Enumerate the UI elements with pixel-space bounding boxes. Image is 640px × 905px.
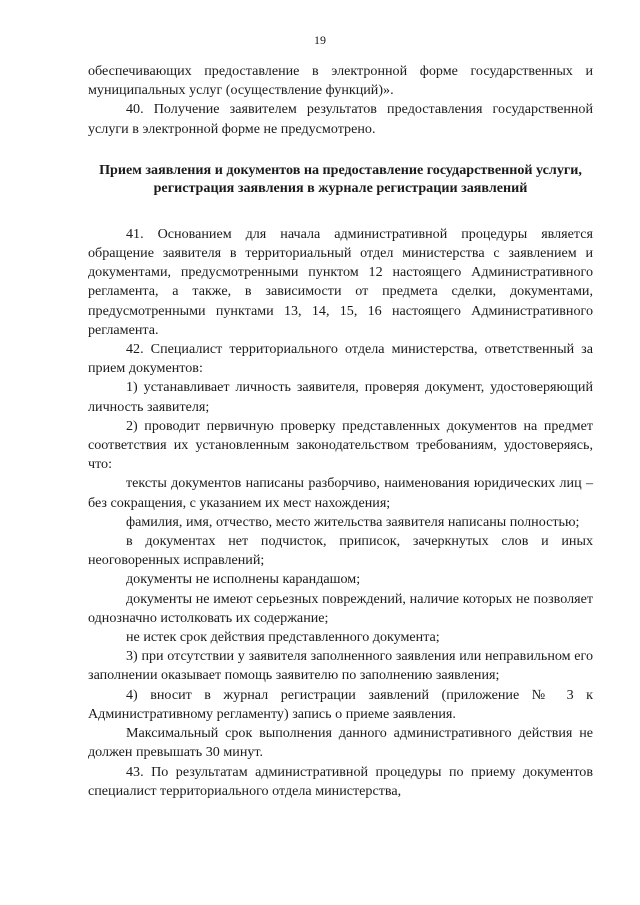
list-item: фамилия, имя, отчество, место жительства заявителя написаны полностью; xyxy=(126,513,580,530)
section-heading: Прием заявления и документов на предоставление государственной услуги, регистрация заявления в журнале регистрации заявлений xyxy=(99,161,582,196)
list-item: 3) при отсутствии у заявителя заполненного заявления или неправильном его заполнении оказывает помощь заявителю по заполнению заявления; xyxy=(88,648,593,684)
paragraph: 42. Специалист территориального отдела министерства, ответственный за прием документов: xyxy=(88,341,593,377)
list-item: не истек срок действия представленного документа; xyxy=(126,629,440,646)
paragraph: Максимальный срок выполнения данного административного действия не должен превышать 30 минут. xyxy=(88,725,593,761)
list-item: в документах нет подчисток, приписок, зачеркнутых слов и иных неоговоренных исправлений; xyxy=(88,533,593,569)
list-item: тексты документов написаны разборчиво, наименования юридических лиц – без сокращения, с указанием их мест нахождения; xyxy=(88,475,593,511)
paragraph: 41. Основанием для начала административной процедуры является обращение заявителя в территориальный отдел министерства с заявлением и документами, предусмотренными пунктом 12 настоящего Административного регламента, а также, в зависимости от предмета сделки, документами, предусмотренными пунктами 13, 14, 15, 16 настоящего Административного регламента. xyxy=(88,225,593,338)
list-item: документы не имеют серьезных повреждений, наличие которых не позволяет однозначно истолковать их содержание; xyxy=(88,590,593,626)
list-item: 2) проводит первичную проверку представленных документов на предмет соответствия их установленным законодательством требованиям, удостоверяясь, что: xyxy=(88,417,593,473)
list-item: 1) устанавливает личность заявителя, проверяя документ, удостоверяющий личность заявителя; xyxy=(88,379,593,415)
paragraph: обеспечивающих предоставление в электронной форме государственных и муниципальных услуг (осуществление функций)». xyxy=(88,63,593,99)
page-content xyxy=(88,62,593,801)
paragraph: 40. Получение заявителем результатов предоставления государственной услуги в электронной форме не предусмотрено. xyxy=(88,101,593,137)
page-number: 19 xyxy=(314,33,326,47)
paragraph: 43. По результатам административной процедуры по приему документов специалист территориального отдела министерства, xyxy=(88,763,593,799)
list-item: документы не исполнены карандашом; xyxy=(126,571,361,588)
list-item: 4) вносит в журнал регистрации заявлений (приложение № 3 к Административному регламенту) запись о приеме заявления. xyxy=(88,686,593,722)
